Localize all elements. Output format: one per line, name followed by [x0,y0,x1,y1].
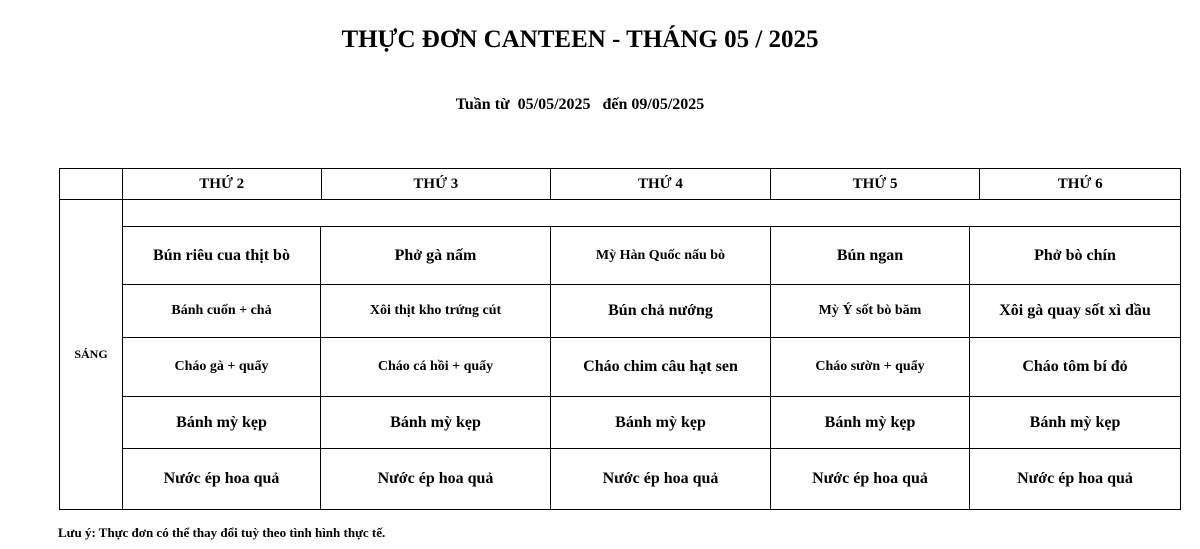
menu-cell: Cháo sườn + quẩy [771,338,970,396]
menu-cell: Bún riêu cua thịt bò [123,227,321,284]
menu-cell: Bún ngan [771,227,970,284]
menu-cell: Nước ép hoa quả [551,449,771,509]
header-day-mon: THỨ 2 [123,169,322,199]
menu-cell: Bánh mỳ kẹp [551,397,771,448]
menu-row [123,449,1180,509]
menu-cell: Nước ép hoa quả [771,449,970,509]
menu-cell: Nước ép hoa quả [1017,470,1133,487]
menu-cell: Bánh cuốn + chả [123,285,321,337]
menu-cell: Phở bò chín [1034,246,1116,264]
menu-cell: Mỳ Hàn Quốc nấu bò [551,227,771,284]
header-day-thu: THỨ 5 [771,169,981,199]
page-title: THỰC ĐƠN CANTEEN - THÁNG 05 / 2025 [341,26,819,53]
menu-cell: Cháo cá hồi + quẩy [321,338,551,396]
menu-cell: Xôi gà quay sốt xì dầu [999,302,1151,319]
menu-row [123,227,1180,285]
menu-cell: Bún chả nướng [551,285,771,337]
menu-cell: Cháo tôm bí đỏ [1022,358,1128,375]
header-corner-cell [60,169,123,199]
menu-cell: Cháo chim câu hạt sen [551,338,771,396]
header-day-fri: THỨ 6 [1057,175,1103,192]
menu-cell: Phở gà nấm [321,227,551,284]
footnote: Lưu ý: Thực đơn có thể thay đổi tuỳ theo tình hình thực tế. [58,525,386,540]
spacer-row [123,200,1180,227]
menu-cell: Nước ép hoa quả [123,449,321,509]
menu-grid [123,227,1180,509]
menu-row [123,397,1180,449]
menu-cell: Nước ép hoa quả [321,449,551,509]
menu-cell: Mỳ Ý sốt bò băm [771,285,970,337]
session-label: SÁNG [60,200,123,509]
header-day-tue: THỨ 3 [322,169,552,199]
menu-table [59,199,1181,510]
menu-header-row [59,168,1181,200]
menu-cell: Bánh mỳ kẹp [1029,413,1121,431]
week-range: Tuần từ 05/05/2025 đến 09/05/2025 [455,96,705,113]
menu-cell: Bánh mỳ kẹp [123,397,321,448]
menu-row [123,338,1180,397]
menu-cell: Cháo gà + quẩy [123,338,321,396]
menu-row [123,285,1180,338]
header-day-wed: THỨ 4 [551,169,771,199]
menu-cell: Bánh mỳ kẹp [771,397,970,448]
menu-cell: Bánh mỳ kẹp [321,397,551,448]
menu-cell: Xôi thịt kho trứng cút [321,285,551,337]
